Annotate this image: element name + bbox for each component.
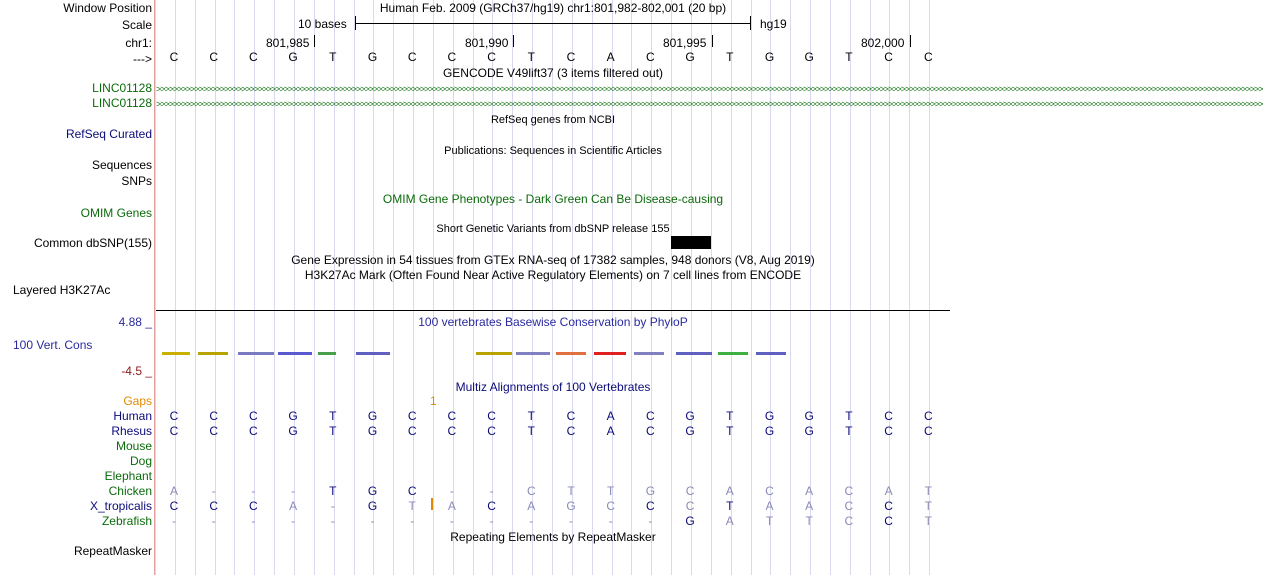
reference-base: G	[367, 50, 378, 64]
alignment-base: T	[726, 424, 734, 438]
conservation-block	[718, 352, 748, 355]
alignment-base: G	[764, 424, 775, 438]
alignment-base: G	[685, 424, 695, 438]
alignment-base: C	[566, 409, 576, 423]
conservation-block	[278, 352, 312, 355]
multiz-track-title[interactable]: Multiz Alignments of 100 Vertebrates	[455, 380, 651, 394]
species-label[interactable]: X_tropicalis	[89, 499, 152, 513]
gene-label-linc01128-2[interactable]: LINC01128	[92, 96, 152, 110]
alignment-base: A	[447, 499, 456, 513]
alignment-base: -	[449, 484, 454, 498]
alignment-base: C	[685, 484, 695, 498]
alignment-base: G	[367, 424, 378, 438]
alignment-base: C	[249, 499, 258, 513]
repeatmasker-label[interactable]: RepeatMasker	[73, 544, 152, 558]
alignment-base: C	[884, 409, 893, 423]
alignment-base: C	[487, 409, 496, 423]
phylop-track-title[interactable]: 100 vertebrates Basewise Conservation by PhyloP	[418, 315, 688, 329]
species-label[interactable]: Dog	[129, 454, 152, 468]
window-position-value[interactable]: Human Feb. 2009 (GRCh37/hg19) chr1:801,982-802,001 (20 bp)	[379, 1, 727, 15]
alignment-base: C	[249, 409, 258, 423]
alignment-base: -	[330, 499, 335, 513]
alignment-base: C	[209, 424, 219, 438]
alignment-base: C	[249, 424, 258, 438]
alignment-base: -	[291, 484, 296, 498]
conservation-block	[198, 352, 228, 355]
reference-base: T	[726, 50, 734, 64]
coord-801995: 801,995	[663, 36, 707, 50]
alignment-base: G	[367, 484, 378, 498]
omim-track-title[interactable]: OMIM Gene Phenotypes - Dark Green Can Be Disease-causing	[382, 192, 724, 206]
alignment-base: G	[288, 409, 298, 423]
alignment-base: -	[211, 514, 216, 528]
alignment-base: -	[489, 514, 494, 528]
gene-feature-linc01128-1[interactable]: >>>>>>>>>>>>>>>>>>>>>>>>>>>>>>>>>>>>>>>>>>>>>>>>>>>>>>>>>>>>>>>>>>>>>>>>>>>>>>>>>>>>>>>>>>>>>>>>>>>>>>>>>>>>>>>>>>>>>>>>>>>>>>>>>>>>>>>>>>>>>>>>>>>>>>>>>>>>>>>>>>>>>>>>>>>>>>>>>>>>>>>>>>>>>>>>>>>>>>>>>>>>>>>>>>>>>>>>>>>>>>>>>>>>>>>>>>>>>>>>>>>>>>>>>>>>>>>>>>>>	[156, 84, 1263, 94]
reference-base: G	[288, 50, 298, 64]
gencode-track-title[interactable]: GENCODE V49lift37 (3 items filtered out)	[442, 66, 664, 80]
alignment-base: C	[844, 484, 854, 498]
conservation-block	[756, 352, 786, 355]
h3k27ac-baseline	[156, 310, 950, 311]
alignment-base: A	[527, 499, 536, 513]
scale-bar	[355, 23, 751, 24]
gtex-track-title[interactable]: Gene Expression in 54 tissues from GTEx RNA-seq of 17382 samples, 948 donors (V8, Aug 2019)	[291, 253, 815, 267]
conservation-block	[594, 352, 626, 355]
insertion-marker[interactable]	[431, 498, 433, 510]
coord-tick	[910, 35, 911, 47]
conservation-block	[318, 352, 336, 355]
alignment-base: T	[924, 499, 932, 513]
alignment-base: A	[725, 514, 734, 528]
coord-801985: 801,985	[266, 36, 310, 50]
alignment-base: T	[726, 499, 734, 513]
gap-marker[interactable]: 1	[430, 394, 437, 408]
alignment-base: A	[725, 484, 734, 498]
alignment-base: G	[645, 484, 656, 498]
alignment-base: -	[569, 514, 573, 528]
alignment-base: T	[726, 409, 734, 423]
alignment-base: A	[805, 484, 814, 498]
cons-max-value: 4.88 _	[118, 315, 152, 329]
reference-base: T	[845, 50, 853, 64]
alignment-base: C	[407, 484, 417, 498]
gene-feature-linc01128-2[interactable]: >>>>>>>>>>>>>>>>>>>>>>>>>>>>>>>>>>>>>>>>>>>>>>>>>>>>>>>>>>>>>>>>>>>>>>>>>>>>>>>>>>>>>>>>>>>>>>>>>>>>>>>>>>>>>>>>>>>>>>>>>>>>>>>>>>>>>>>>>>>>>>>>>>>>>>>>>>>>>>>>>>>>>>>>>>>>>>>>>>>>>>>>>>>>>>>>>>>>>>>>>>>>>>>>>>>>>>>>>>>>>>>>>>>>>>>>>>>>>>>>>>>>>>>>>>>>>>>>>>>>	[156, 99, 1263, 109]
sequences-label[interactable]: Sequences	[91, 158, 152, 172]
alignment-base: C	[923, 409, 933, 423]
alignment-base: -	[251, 514, 256, 528]
coord-801990: 801,990	[465, 36, 509, 50]
alignment-base: C	[487, 499, 496, 513]
alignment-base: A	[289, 499, 298, 513]
reference-base: G	[764, 50, 775, 64]
reference-base: T	[329, 50, 337, 64]
alignment-base: C	[884, 499, 893, 513]
alignment-base: A	[606, 424, 615, 438]
alignment-base: -	[648, 514, 653, 528]
alignment-base: C	[169, 424, 179, 438]
alignment-base: A	[805, 499, 814, 513]
alignment-base: G	[804, 409, 814, 423]
conservation-block	[356, 352, 390, 355]
alignment-base: C	[685, 499, 695, 513]
coord-802000: 802,000	[861, 36, 905, 50]
reference-base: C	[487, 50, 496, 64]
alignment-base: -	[251, 484, 256, 498]
alignment-base: T	[329, 409, 337, 423]
reference-base: C	[407, 50, 417, 64]
reference-base: C	[209, 50, 219, 64]
reference-base: T	[527, 50, 535, 64]
alignment-base: T	[845, 424, 853, 438]
dbsnp-track-title[interactable]: Short Genetic Variants from dbSNP release 155	[436, 223, 670, 235]
cons-min-value: -4.5 _	[121, 364, 152, 378]
alignment-base: C	[844, 499, 854, 513]
scale-bar-right-tick	[750, 16, 751, 30]
conservation-block	[676, 352, 712, 355]
alignment-base: C	[447, 409, 457, 423]
alignment-base: C	[447, 424, 457, 438]
reference-base: C	[169, 50, 179, 64]
window-position-label: Window Position	[63, 1, 152, 15]
alignment-base: G	[685, 409, 695, 423]
alignment-base: C	[765, 484, 774, 498]
sequences-track-title[interactable]: Publications: Sequences in Scientific Articles	[444, 145, 662, 157]
conservation-block	[634, 352, 664, 355]
scale-assembly: hg19	[760, 17, 787, 31]
scale-label: Scale	[121, 18, 152, 32]
alignment-base: C	[566, 424, 576, 438]
alignment-base: C	[209, 499, 219, 513]
alignment-base: C	[646, 499, 655, 513]
reference-base: C	[249, 50, 258, 64]
conservation-block	[476, 352, 512, 355]
coord-tick	[314, 35, 315, 47]
reference-base: C	[884, 50, 893, 64]
reference-base: G	[685, 50, 695, 64]
species-label[interactable]: Human	[113, 409, 152, 423]
alignment-base: T	[924, 514, 932, 528]
alignment-base: T	[567, 484, 575, 498]
alignment-base: C	[646, 424, 655, 438]
scale-text: 10 bases	[298, 17, 347, 31]
conservation-block	[556, 352, 586, 355]
gaps-label: Gaps	[123, 394, 152, 408]
alignment-base: G	[566, 499, 576, 513]
alignment-base: -	[449, 514, 454, 528]
alignment-base: C	[209, 409, 219, 423]
chr-label: chr1:	[125, 36, 152, 50]
snps-label[interactable]: SNPs	[121, 174, 152, 188]
coord-tick	[513, 35, 514, 47]
cons-label[interactable]: 100 Vert. Cons	[13, 338, 93, 352]
alignment-base: C	[884, 514, 893, 528]
alignment-base: T	[845, 409, 853, 423]
alignment-base: C	[407, 424, 417, 438]
alignment-base: T	[329, 424, 337, 438]
alignment-base: G	[685, 514, 695, 528]
alignment-base: -	[410, 514, 415, 528]
conservation-block	[238, 352, 274, 355]
alignment-base: G	[288, 424, 298, 438]
alignment-base: -	[330, 514, 335, 528]
alignment-base: C	[923, 424, 933, 438]
alignment-base: C	[526, 484, 536, 498]
h3k27ac-track-title[interactable]: H3K27Ac Mark (Often Found Near Active Regulatory Elements) on 7 cell lines from ENCODE	[304, 268, 802, 282]
alignment-base: A	[169, 484, 178, 498]
alignment-base: A	[606, 409, 615, 423]
conservation-block	[162, 352, 190, 355]
coord-tick	[712, 35, 713, 47]
alignment-base: A	[765, 499, 774, 513]
alignment-base: T	[765, 514, 774, 528]
alignment-base: T	[408, 499, 416, 513]
alignment-base: -	[172, 514, 176, 528]
alignment-base: C	[606, 499, 616, 513]
alignment-base: C	[407, 409, 417, 423]
alignment-base: G	[367, 499, 378, 513]
alignment-base: T	[329, 484, 337, 498]
alignment-base: G	[804, 424, 814, 438]
species-label[interactable]: Elephant	[104, 469, 152, 483]
species-label[interactable]: Rhesus	[111, 424, 152, 438]
alignment-base: C	[169, 409, 179, 423]
alignment-base: G	[764, 409, 775, 423]
dbsnp-variant-feature[interactable]	[671, 236, 711, 249]
dbsnp-label[interactable]: Common dbSNP(155)	[33, 236, 152, 250]
species-label[interactable]: Chicken	[108, 484, 152, 498]
species-label[interactable]: Mouse	[115, 439, 152, 453]
alignment-base: T	[607, 484, 615, 498]
conservation-block	[516, 352, 550, 355]
alignment-base: T	[527, 409, 535, 423]
alignment-base: C	[169, 499, 179, 513]
alignment-base: A	[884, 484, 893, 498]
alignment-base: C	[487, 424, 496, 438]
alignment-base: C	[884, 424, 893, 438]
repeatmasker-track-title[interactable]: Repeating Elements by RepeatMasker	[450, 530, 656, 544]
alignment-base: T	[527, 424, 535, 438]
refseq-track-title[interactable]: RefSeq genes from NCBI	[490, 114, 616, 126]
refseq-label[interactable]: RefSeq Curated	[65, 127, 152, 141]
alignment-base: T	[805, 514, 813, 528]
strand-label: --->	[133, 52, 152, 66]
reference-base: C	[923, 50, 933, 64]
h3k27ac-label[interactable]: Layered H3K27Ac	[13, 283, 111, 297]
alignment-base: -	[529, 514, 534, 528]
alignment-base: -	[211, 484, 216, 498]
alignment-base: G	[367, 409, 378, 423]
alignment-base: -	[608, 514, 613, 528]
alignment-base: -	[291, 514, 296, 528]
alignment-base: C	[646, 409, 655, 423]
alignment-base: C	[844, 514, 854, 528]
omim-label[interactable]: OMIM Genes	[80, 206, 152, 220]
alignment-base: T	[924, 484, 932, 498]
reference-base: C	[447, 50, 457, 64]
alignment-base: -	[489, 484, 494, 498]
reference-base: G	[804, 50, 814, 64]
reference-base: C	[646, 50, 655, 64]
reference-base: C	[566, 50, 576, 64]
gene-label-linc01128-1[interactable]: LINC01128	[92, 81, 152, 95]
species-label[interactable]: Zebrafish	[101, 514, 152, 528]
reference-base: A	[606, 50, 615, 64]
alignment-base: -	[370, 514, 375, 528]
